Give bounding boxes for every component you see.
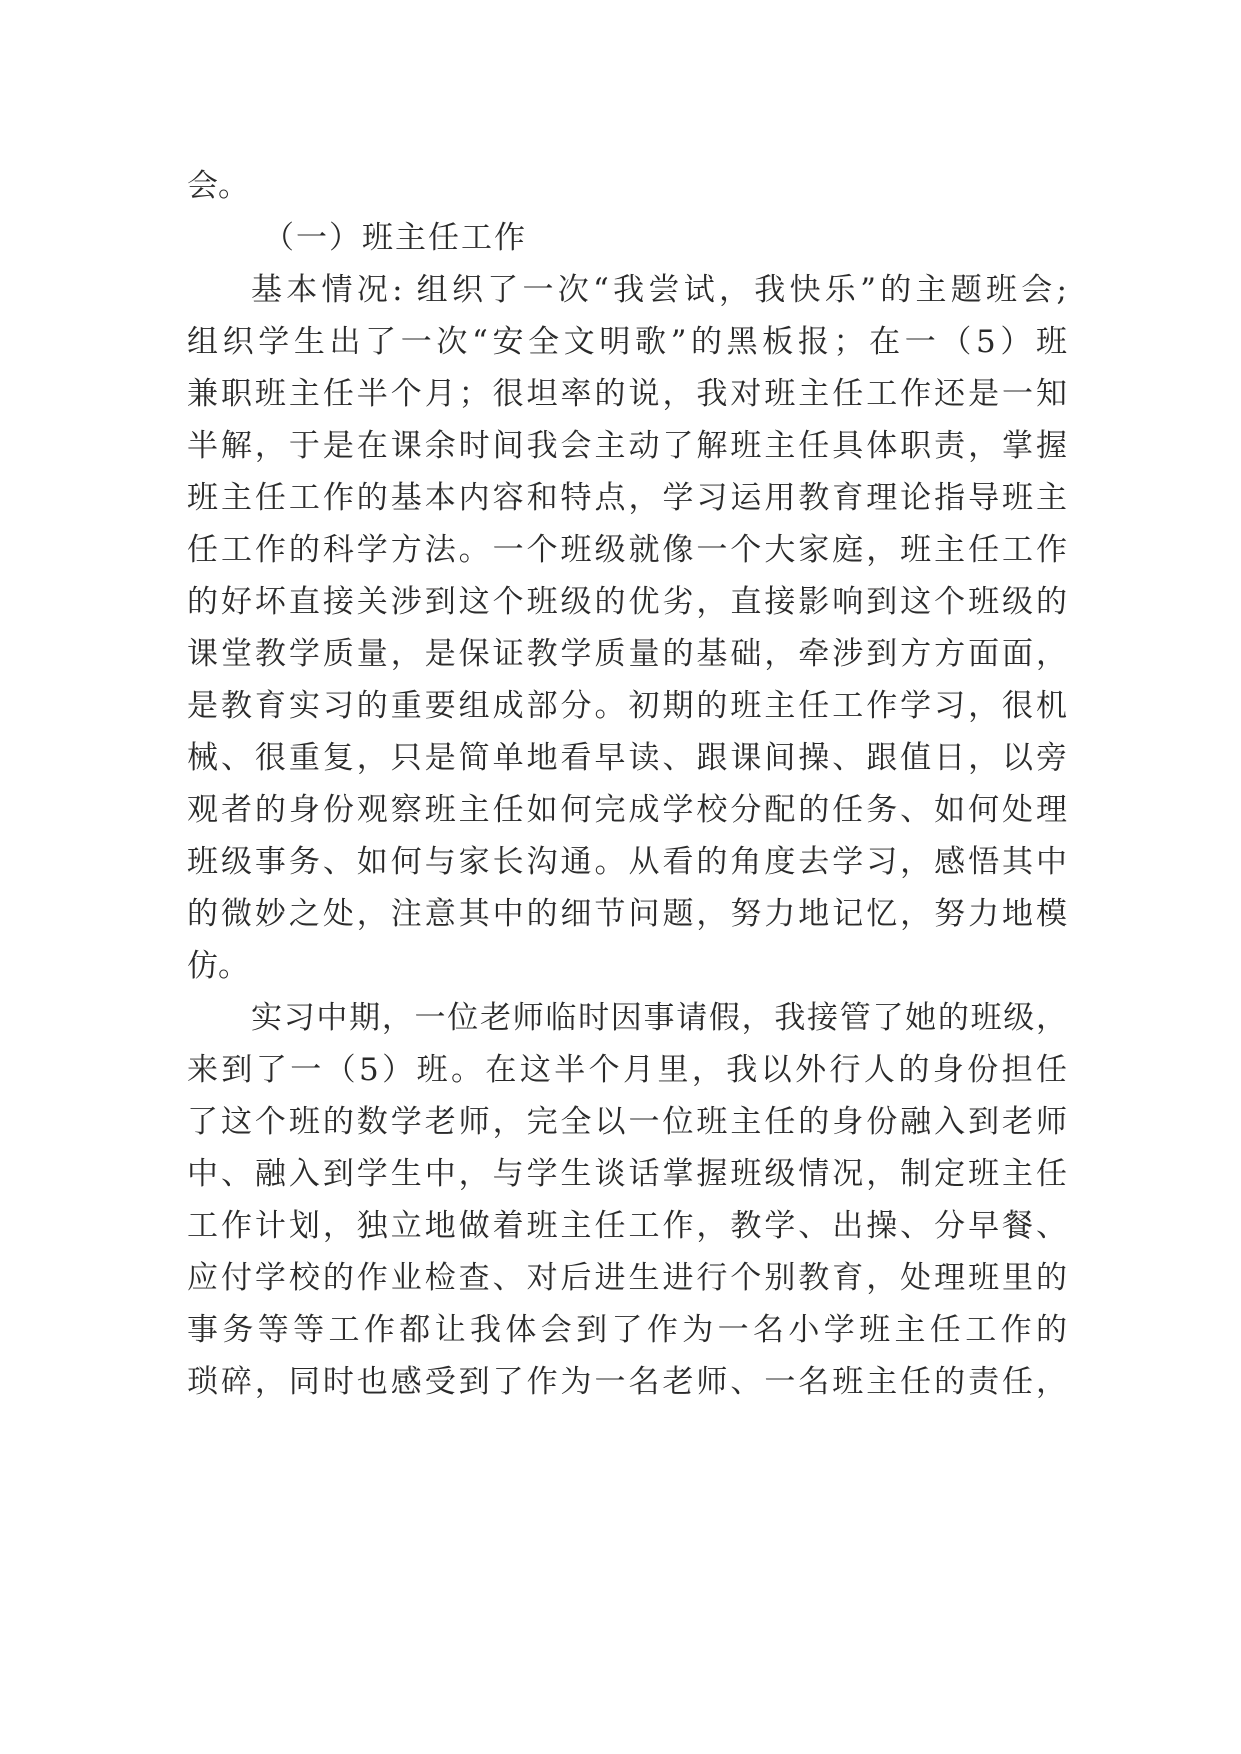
paragraph-line: 工作计划，独立地做着班主任工作，教学、出操、分早餐、 (187, 1208, 1067, 1244)
paragraph-line: 半解，于是在课余时间我会主动了解班主任具体职责，掌握 (187, 428, 1067, 464)
section-heading: （一）班主任工作 (263, 220, 527, 256)
paragraph-line: 的微妙之处，注意其中的细节问题，努力地记忆，努力地模 (187, 896, 1067, 932)
paragraph-line: 兼职班主任半个月；很坦率的说，我对班主任工作还是一知 (187, 376, 1067, 412)
document-body (187, 160, 1067, 1408)
paragraph-line: 中、融入到学生中，与学生谈话掌握班级情况，制定班主任 (187, 1156, 1067, 1192)
paragraph-line: 是教育实习的重要组成部分。初期的班主任工作学习，很机 (187, 688, 1067, 724)
paragraph-line: 任工作的科学方法。一个班级就像一个大家庭，班主任工作 (187, 532, 1067, 568)
paragraph-line: 组织学生出了一次“安全文明歌”的黑板报；在一（5）班 (187, 324, 1067, 360)
paragraph-line: 械、很重复，只是简单地看早读、跟课间操、跟值日，以旁 (187, 740, 1067, 776)
paragraph-line: 基本情况: 组织了一次“我尝试，我快乐”的主题班会; (251, 272, 1067, 308)
paragraph-line: 观者的身份观察班主任如何完成学校分配的任务、如何处理 (187, 792, 1067, 828)
paragraph-line: 琐碎，同时也感受到了作为一名老师、一名班主任的责任， (187, 1364, 1067, 1400)
paragraph-line: 应付学校的作业检查、对后进生进行个别教育，处理班里的 (187, 1260, 1067, 1296)
paragraph-line: 仿。 (187, 948, 249, 984)
paragraph-line: 实习中期，一位老师临时因事请假，我接管了她的班级， (251, 1000, 1067, 1036)
paragraph-line: 班主任工作的基本内容和特点，学习运用教育理论指导班主 (187, 480, 1067, 516)
paragraph-line: 来到了一（5）班。在这半个月里，我以外行人的身份担任 (187, 1052, 1067, 1088)
paragraph-line: 课堂教学质量，是保证教学质量的基础，牵涉到方方面面， (187, 636, 1067, 672)
paragraph-line: 会。 (187, 168, 249, 204)
paragraph-line: 的好坏直接关涉到这个班级的优劣，直接影响到这个班级的 (187, 584, 1067, 620)
paragraph-line: 事务等等工作都让我体会到了作为一名小学班主任工作的 (187, 1312, 1067, 1348)
paragraph-line: 了这个班的数学老师，完全以一位班主任的身份融入到老师 (187, 1104, 1067, 1140)
paragraph-line: 班级事务、如何与家长沟通。从看的角度去学习，感悟其中 (187, 844, 1067, 880)
